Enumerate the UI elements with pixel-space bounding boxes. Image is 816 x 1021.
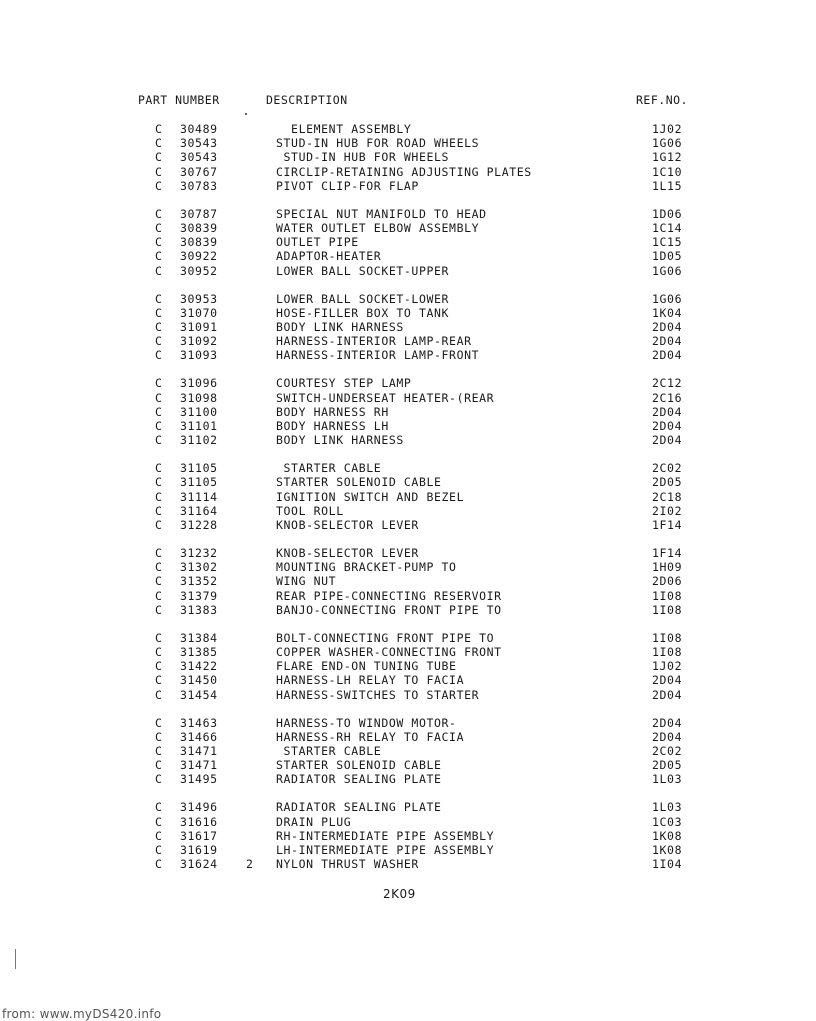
table-row [0, 659, 816, 673]
part-description: IGNITION SWITCH AND BEZEL [276, 489, 465, 504]
part-prefix: C [155, 263, 163, 278]
table-row [0, 815, 816, 829]
part-ref-no: 1K08 [652, 828, 683, 843]
part-ref-no: 1D05 [652, 249, 683, 264]
part-number: 30952 [180, 263, 218, 278]
part-prefix: C [155, 503, 163, 518]
table-row [0, 475, 816, 489]
part-prefix: C [155, 560, 163, 575]
part-description: RADIATOR SEALING PLATE [276, 772, 442, 787]
part-prefix: C [155, 744, 163, 758]
part-description: STARTER SOLENOID CABLE [276, 758, 442, 773]
part-ref-no: 1G06 [652, 136, 683, 151]
part-ref-no: 1K08 [652, 843, 683, 857]
table-row [0, 730, 816, 744]
part-description: STARTER CABLE [276, 744, 382, 758]
table-row [0, 334, 816, 348]
part-prefix: C [155, 659, 163, 674]
part-description: HARNESS-TO WINDOW MOTOR- [276, 715, 457, 730]
part-description: HARNESS-INTERIOR LAMP-REAR [276, 334, 472, 349]
part-ref-no: 2D04 [652, 348, 683, 363]
part-ref-no: 1G12 [652, 150, 683, 165]
part-description: HARNESS-LH RELAY TO FACIA [276, 673, 465, 688]
table-row [0, 150, 816, 164]
part-number: 31228 [180, 518, 218, 532]
header-part-number: PART NUMBER [138, 93, 220, 107]
table-row [0, 673, 816, 687]
part-prefix: C [155, 235, 163, 250]
part-ref-no: 1C10 [652, 164, 683, 179]
table-row [0, 800, 816, 814]
part-number: 30839 [180, 235, 218, 250]
part-prefix: C [155, 630, 163, 645]
part-description: LOWER BALL SOCKET-LOWER [276, 291, 450, 306]
part-number: 31616 [180, 814, 218, 829]
part-prefix: C [155, 164, 163, 179]
part-ref-no: 1I04 [652, 857, 683, 872]
table-row [0, 348, 816, 362]
part-prefix: C [155, 602, 163, 617]
table-row [0, 829, 816, 843]
part-description: HARNESS-RH RELAY TO FACIA [276, 729, 465, 744]
table-row [0, 221, 816, 235]
part-description: BODY HARNESS RH [276, 404, 389, 419]
part-prefix: C [155, 376, 163, 391]
header-ref-no: REF.NO. [636, 93, 688, 107]
part-number: 31496 [180, 800, 218, 815]
part-ref-no: 1J02 [652, 122, 683, 136]
part-description: OUTLET PIPE [276, 235, 359, 250]
part-number: 30489 [180, 122, 218, 136]
part-ref-no: 1F14 [652, 518, 683, 532]
part-description: HOSE-FILLER BOX TO TANK [276, 305, 450, 320]
part-ref-no: 2D05 [652, 475, 683, 490]
part-number: 31096 [180, 376, 218, 391]
part-quantity: 2 [246, 857, 254, 872]
part-ref-no: 2D04 [652, 687, 683, 702]
part-description: BODY HARNESS LH [276, 419, 389, 433]
part-description: WATER OUTLET ELBOW ASSEMBLY [276, 221, 480, 235]
table-row [0, 518, 816, 532]
part-prefix: C [155, 518, 163, 532]
part-description: BOLT-CONNECTING FRONT PIPE TO [276, 630, 495, 645]
part-number: 31070 [180, 305, 218, 320]
table-row [0, 574, 816, 588]
table-row [0, 179, 816, 193]
part-prefix: C [155, 249, 163, 264]
part-ref-no: 2D05 [652, 758, 683, 773]
part-ref-no: 2C02 [652, 461, 683, 476]
part-description: STARTER SOLENOID CABLE [276, 475, 442, 490]
table-row [0, 843, 816, 857]
part-ref-no: 1D06 [652, 206, 683, 221]
table-row [0, 772, 816, 786]
part-description: STUD-IN HUB FOR WHEELS [276, 150, 450, 165]
stray-dot-mark [245, 113, 247, 115]
part-number: 30839 [180, 221, 218, 235]
part-description: LOWER BALL SOCKET-UPPER [276, 263, 450, 278]
part-ref-no: 2D06 [652, 574, 683, 589]
part-number: 31385 [180, 645, 218, 659]
part-ref-no: 1K04 [652, 305, 683, 320]
part-number: 31619 [180, 843, 218, 857]
part-prefix: C [155, 715, 163, 730]
part-number: 31093 [180, 348, 218, 363]
part-prefix: C [155, 404, 163, 419]
part-number: 31102 [180, 433, 218, 448]
part-ref-no: 1C15 [652, 235, 683, 250]
table-row [0, 560, 816, 574]
table-row [0, 504, 816, 518]
part-number: 31422 [180, 659, 218, 674]
part-description: SWITCH-UNDERSEAT HEATER-(REAR [276, 390, 495, 405]
table-row [0, 391, 816, 405]
page-code: 2K09 [383, 887, 416, 901]
table-row [0, 292, 816, 306]
part-prefix: C [155, 348, 163, 363]
part-prefix: C [155, 772, 163, 787]
part-prefix: C [155, 489, 163, 504]
part-description: KNOB-SELECTOR LEVER [276, 546, 419, 560]
part-ref-no: 2D04 [652, 404, 683, 419]
part-ref-no: 1I08 [652, 588, 683, 603]
part-prefix: C [155, 673, 163, 688]
part-prefix: C [155, 574, 163, 589]
part-ref-no: 1I08 [652, 645, 683, 659]
part-description: STUD-IN HUB FOR ROAD WHEELS [276, 136, 480, 151]
part-prefix: C [155, 588, 163, 603]
part-description: PIVOT CLIP-FOR FLAP [276, 178, 419, 193]
table-row [0, 165, 816, 179]
part-prefix: C [155, 475, 163, 490]
part-prefix: C [155, 828, 163, 843]
table-row [0, 603, 816, 617]
part-number: 30783 [180, 178, 218, 193]
part-ref-no: 1I08 [652, 630, 683, 645]
table-row [0, 716, 816, 730]
part-ref-no: 1J02 [652, 659, 683, 674]
part-description: HARNESS-SWITCHES TO STARTER [276, 687, 480, 702]
part-ref-no: 2C02 [652, 744, 683, 758]
part-prefix: C [155, 814, 163, 829]
part-ref-no: 1G06 [652, 291, 683, 306]
part-description: BODY LINK HARNESS [276, 433, 404, 448]
part-number: 31624 [180, 857, 218, 872]
table-row [0, 376, 816, 390]
part-description: RH-INTERMEDIATE PIPE ASSEMBLY [276, 828, 495, 843]
part-number: 31101 [180, 419, 218, 433]
part-number: 31232 [180, 546, 218, 560]
part-description: BODY LINK HARNESS [276, 320, 404, 334]
table-row [0, 433, 816, 447]
part-ref-no: 2C12 [652, 376, 683, 391]
part-ref-no: 1F14 [652, 546, 683, 560]
part-number: 31105 [180, 461, 218, 476]
part-number: 31617 [180, 828, 218, 843]
part-description: DRAIN PLUG [276, 814, 352, 829]
table-row [0, 857, 816, 871]
part-ref-no: 2D04 [652, 673, 683, 688]
part-number: 31383 [180, 602, 218, 617]
part-number: 31302 [180, 560, 218, 575]
table-row [0, 306, 816, 320]
part-description: KNOB-SELECTOR LEVER [276, 518, 419, 532]
part-description: REAR PIPE-CONNECTING RESERVOIR [276, 588, 502, 603]
part-description: STARTER CABLE [276, 461, 382, 476]
part-number: 31114 [180, 489, 218, 504]
table-row [0, 122, 816, 136]
part-prefix: C [155, 390, 163, 405]
part-number: 30543 [180, 150, 218, 165]
part-number: 30953 [180, 291, 218, 306]
part-ref-no: 1C14 [652, 221, 683, 235]
part-description: NYLON THRUST WASHER [276, 857, 419, 872]
part-prefix: C [155, 291, 163, 306]
part-description: TOOL ROLL [276, 503, 344, 518]
part-prefix: C [155, 122, 163, 136]
table-row [0, 744, 816, 758]
part-ref-no: 1L15 [652, 178, 683, 193]
part-number: 31471 [180, 758, 218, 773]
part-description: COPPER WASHER-CONNECTING FRONT [276, 645, 502, 659]
part-number: 30543 [180, 136, 218, 151]
part-description: FLARE END-ON TUNING TUBE [276, 659, 457, 674]
table-row [0, 631, 816, 645]
part-prefix: C [155, 857, 163, 872]
scan-edge-mark [15, 949, 16, 969]
part-description: LH-INTERMEDIATE PIPE ASSEMBLY [276, 843, 495, 857]
part-ref-no: 1L03 [652, 800, 683, 815]
part-description: HARNESS-INTERIOR LAMP-FRONT [276, 348, 480, 363]
part-ref-no: 2D04 [652, 729, 683, 744]
part-prefix: C [155, 178, 163, 193]
table-row [0, 320, 816, 334]
table-row [0, 249, 816, 263]
part-number: 31352 [180, 574, 218, 589]
part-ref-no: 2D04 [652, 419, 683, 433]
table-row [0, 758, 816, 772]
part-prefix: C [155, 221, 163, 235]
part-prefix: C [155, 419, 163, 433]
part-prefix: C [155, 136, 163, 151]
part-prefix: C [155, 729, 163, 744]
part-ref-no: 1I08 [652, 602, 683, 617]
table-row [0, 688, 816, 702]
part-prefix: C [155, 206, 163, 221]
table-row [0, 645, 816, 659]
part-prefix: C [155, 800, 163, 815]
header-description: DESCRIPTION [266, 93, 348, 107]
part-prefix: C [155, 843, 163, 857]
part-number: 30787 [180, 206, 218, 221]
table-row [0, 207, 816, 221]
part-description: SPECIAL NUT MANIFOLD TO HEAD [276, 206, 487, 221]
part-number: 30922 [180, 249, 218, 264]
part-ref-no: 2C18 [652, 489, 683, 504]
part-number: 31463 [180, 715, 218, 730]
part-ref-no: 2D04 [652, 433, 683, 448]
table-row [0, 490, 816, 504]
part-description: WING NUT [276, 574, 337, 589]
table-row [0, 419, 816, 433]
part-ref-no: 1L03 [652, 772, 683, 787]
part-ref-no: 1G06 [652, 263, 683, 278]
part-number: 31450 [180, 673, 218, 688]
part-number: 31164 [180, 503, 218, 518]
part-prefix: C [155, 461, 163, 476]
part-number: 31384 [180, 630, 218, 645]
part-number: 31105 [180, 475, 218, 490]
part-prefix: C [155, 305, 163, 320]
part-number: 31100 [180, 404, 218, 419]
part-ref-no: 2D04 [652, 715, 683, 730]
part-number: 31098 [180, 390, 218, 405]
part-ref-no: 2I02 [652, 503, 683, 518]
part-number: 31471 [180, 744, 218, 758]
part-ref-no: 1C03 [652, 814, 683, 829]
part-description: ELEMENT ASSEMBLY [276, 122, 412, 136]
part-description: MOUNTING BRACKET-PUMP TO [276, 560, 457, 575]
source-watermark: from: www.myDS420.info [2, 1007, 162, 1021]
part-number: 30767 [180, 164, 218, 179]
part-prefix: C [155, 150, 163, 165]
table-row [0, 136, 816, 150]
table-row [0, 589, 816, 603]
table-row [0, 235, 816, 249]
part-description: BANJO-CONNECTING FRONT PIPE TO [276, 602, 502, 617]
part-prefix: C [155, 687, 163, 702]
part-number: 31495 [180, 772, 218, 787]
part-number: 31454 [180, 687, 218, 702]
part-prefix: C [155, 645, 163, 659]
part-prefix: C [155, 334, 163, 349]
part-prefix: C [155, 320, 163, 334]
part-number: 31091 [180, 320, 218, 334]
part-number: 31379 [180, 588, 218, 603]
part-number: 31092 [180, 334, 218, 349]
part-ref-no: 1H09 [652, 560, 683, 575]
part-ref-no: 2D04 [652, 334, 683, 349]
table-row [0, 405, 816, 419]
part-prefix: C [155, 546, 163, 560]
table-row [0, 461, 816, 475]
part-description: COURTESY STEP LAMP [276, 376, 412, 391]
part-description: ADAPTOR-HEATER [276, 249, 382, 264]
part-ref-no: 2C16 [652, 390, 683, 405]
part-ref-no: 2D04 [652, 320, 683, 334]
part-description: RADIATOR SEALING PLATE [276, 800, 442, 815]
part-prefix: C [155, 433, 163, 448]
table-row [0, 546, 816, 560]
table-row [0, 264, 816, 278]
part-prefix: C [155, 758, 163, 773]
part-number: 31466 [180, 729, 218, 744]
part-description: CIRCLIP-RETAINING ADJUSTING PLATES [276, 164, 532, 179]
